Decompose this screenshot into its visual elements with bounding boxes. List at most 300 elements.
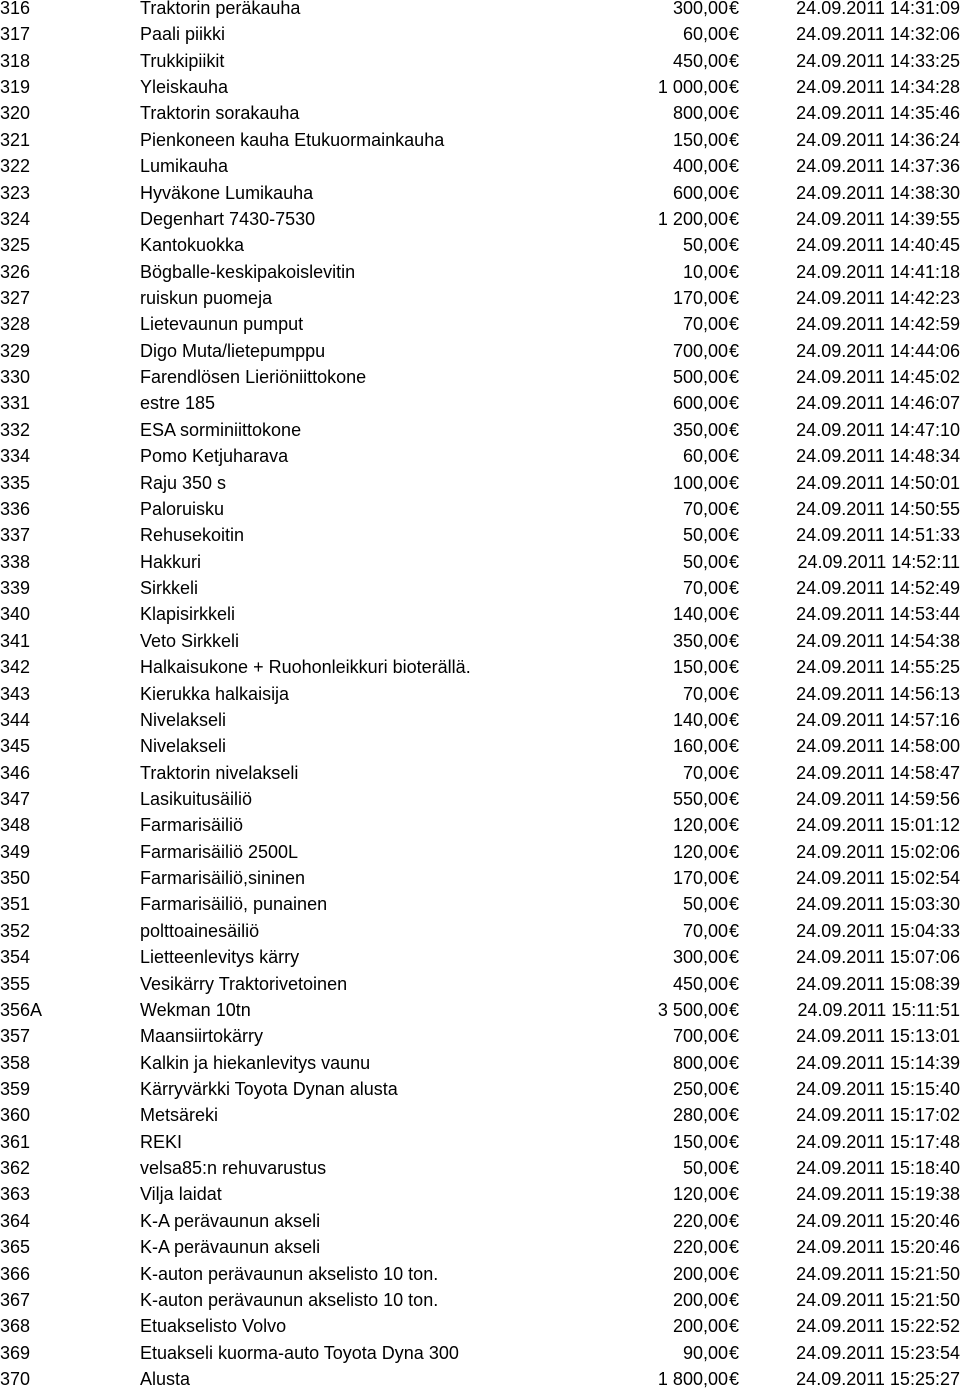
item-price: 150,00 [672, 1132, 728, 1152]
currency-symbol: € [729, 77, 740, 97]
item-name: Hakkuri [140, 552, 202, 572]
currency-symbol: € [729, 604, 740, 624]
item-number: 357 [0, 1026, 31, 1046]
item-price: 1 800,00 [657, 1369, 728, 1389]
item-price: 550,00 [672, 789, 728, 809]
currency-symbol: € [729, 1079, 740, 1099]
item-price: 10,00 [682, 262, 728, 282]
table-row [0, 444, 960, 468]
table-row [0, 761, 960, 785]
item-timestamp: 24.09.2011 15:03:30 [796, 894, 960, 914]
item-number: 332 [0, 420, 31, 440]
item-name: Vilja laidat [140, 1184, 222, 1204]
item-timestamp: 24.09.2011 15:11:51 [797, 1000, 960, 1020]
item-timestamp: 24.09.2011 15:04:33 [796, 921, 960, 941]
item-timestamp: 24.09.2011 14:42:23 [796, 288, 960, 308]
item-timestamp: 24.09.2011 14:36:24 [796, 130, 960, 150]
currency-symbol: € [729, 1053, 740, 1073]
item-name: Sirkkeli [140, 578, 199, 598]
item-price: 70,00 [682, 578, 728, 598]
item-number: 340 [0, 604, 31, 624]
item-number: 328 [0, 314, 31, 334]
table-row [0, 919, 960, 943]
item-price: 400,00 [672, 156, 728, 176]
table-row [0, 75, 960, 99]
item-price: 50,00 [682, 552, 728, 572]
table-row [0, 1024, 960, 1048]
item-timestamp: 24.09.2011 14:40:45 [796, 235, 960, 255]
table-row [0, 0, 960, 20]
item-name: Farmarisäiliö,sininen [140, 868, 306, 888]
item-timestamp: 24.09.2011 14:59:56 [796, 789, 960, 809]
item-number: 360 [0, 1105, 31, 1125]
item-name: Veto Sirkkeli [140, 631, 240, 651]
item-number: 346 [0, 763, 31, 783]
item-name: Alusta [140, 1369, 191, 1389]
currency-symbol: € [729, 420, 740, 440]
item-number: 351 [0, 894, 31, 914]
item-price: 350,00 [672, 420, 728, 440]
item-timestamp: 24.09.2011 14:50:55 [796, 499, 960, 519]
currency-symbol: € [729, 894, 740, 914]
currency-symbol: € [729, 1026, 740, 1046]
item-timestamp: 24.09.2011 15:01:12 [796, 815, 960, 835]
item-name: Etuakselisto Volvo [140, 1316, 287, 1336]
item-price: 100,00 [672, 473, 728, 493]
item-timestamp: 24.09.2011 14:56:13 [796, 684, 960, 704]
item-price: 220,00 [672, 1237, 728, 1257]
item-timestamp: 24.09.2011 14:44:06 [796, 341, 960, 361]
table-row [0, 312, 960, 336]
item-name: Paali piikki [140, 24, 226, 44]
currency-symbol: € [729, 631, 740, 651]
item-price: 300,00 [672, 947, 728, 967]
currency-symbol: € [729, 51, 740, 71]
table-row [0, 1209, 960, 1233]
item-name: Kantokuokka [140, 235, 245, 255]
item-name: Halkaisukone + Ruohonleikkuri bioterällä. [140, 657, 471, 677]
item-name: Lietteenlevitys kärry [140, 947, 300, 967]
item-number: 344 [0, 710, 31, 730]
item-timestamp: 24.09.2011 15:13:01 [796, 1026, 960, 1046]
item-name: Traktorin sorakauha [140, 103, 300, 123]
item-name: Lumikauha [140, 156, 229, 176]
item-price: 450,00 [672, 974, 728, 994]
item-price: 50,00 [682, 1158, 728, 1178]
item-price: 140,00 [672, 710, 728, 730]
currency-symbol: € [729, 789, 740, 809]
item-timestamp: 24.09.2011 14:37:36 [796, 156, 960, 176]
currency-symbol: € [729, 393, 740, 413]
item-price: 600,00 [672, 393, 728, 413]
item-number: 359 [0, 1079, 31, 1099]
table-row [0, 339, 960, 363]
item-price: 450,00 [672, 51, 728, 71]
currency-symbol: € [729, 446, 740, 466]
table-row [0, 365, 960, 389]
table-row [0, 1341, 960, 1365]
item-name: Metsäreki [140, 1105, 219, 1125]
item-number: 348 [0, 815, 31, 835]
item-timestamp: 24.09.2011 14:46:07 [796, 393, 960, 413]
item-name: Farmarisäiliö, punainen [140, 894, 328, 914]
item-timestamp: 24.09.2011 15:07:06 [796, 947, 960, 967]
item-name: ESA sorminiittokone [140, 420, 302, 440]
currency-symbol: € [729, 24, 740, 44]
item-number: 342 [0, 657, 31, 677]
item-name: Pomo Ketjuharava [140, 446, 289, 466]
currency-symbol: € [729, 1237, 740, 1257]
item-number: 365 [0, 1237, 31, 1257]
table-row [0, 629, 960, 653]
item-timestamp: 24.09.2011 15:20:46 [796, 1237, 960, 1257]
currency-symbol: € [729, 341, 740, 361]
item-price: 70,00 [682, 314, 728, 334]
item-number: 345 [0, 736, 31, 756]
table-row [0, 1051, 960, 1075]
item-timestamp: 24.09.2011 15:25:27 [796, 1369, 960, 1389]
currency-symbol: € [729, 183, 740, 203]
item-timestamp: 24.09.2011 14:57:16 [796, 710, 960, 730]
item-timestamp: 24.09.2011 14:48:34 [796, 446, 960, 466]
item-number: 366 [0, 1264, 31, 1284]
table-row [0, 1235, 960, 1259]
item-name: Farendlösen Lieriöniittokone [140, 367, 367, 387]
item-price: 70,00 [682, 763, 728, 783]
table-row [0, 708, 960, 732]
item-price: 220,00 [672, 1211, 728, 1231]
item-number: 362 [0, 1158, 31, 1178]
table-row [0, 892, 960, 916]
item-number: 338 [0, 552, 31, 572]
table-row [0, 497, 960, 521]
table-row [0, 418, 960, 442]
item-price: 170,00 [672, 868, 728, 888]
item-timestamp: 24.09.2011 14:41:18 [796, 262, 960, 282]
item-number: 347 [0, 789, 31, 809]
table-row [0, 655, 960, 679]
item-price: 120,00 [672, 842, 728, 862]
item-timestamp: 24.09.2011 15:15:40 [796, 1079, 960, 1099]
item-price: 60,00 [682, 24, 728, 44]
item-name: REKI [140, 1132, 183, 1152]
item-timestamp: 24.09.2011 15:02:54 [796, 868, 960, 888]
item-name: ruiskun puomeja [140, 288, 273, 308]
item-timestamp: 24.09.2011 15:20:46 [796, 1211, 960, 1231]
item-number: 370 [0, 1369, 31, 1389]
currency-symbol: € [729, 1343, 740, 1363]
table-row [0, 101, 960, 125]
currency-symbol: € [729, 1132, 740, 1152]
currency-symbol: € [729, 473, 740, 493]
item-timestamp: 24.09.2011 15:21:50 [796, 1290, 960, 1310]
item-name: Farmarisäiliö 2500L [140, 842, 299, 862]
item-number: 335 [0, 473, 31, 493]
table-row [0, 1077, 960, 1101]
currency-symbol: € [729, 288, 740, 308]
item-timestamp: 24.09.2011 14:33:25 [796, 51, 960, 71]
item-number: 331 [0, 393, 31, 413]
item-name: Yleiskauha [140, 77, 229, 97]
table-row [0, 523, 960, 547]
currency-symbol: € [729, 684, 740, 704]
item-name: Pienkoneen kauha Etukuormainkauha [140, 130, 445, 150]
item-price: 90,00 [682, 1343, 728, 1363]
item-timestamp: 24.09.2011 15:21:50 [796, 1264, 960, 1284]
table-row [0, 998, 960, 1022]
table-row [0, 550, 960, 574]
item-number: 320 [0, 103, 31, 123]
item-number: 349 [0, 842, 31, 862]
item-timestamp: 24.09.2011 14:50:01 [796, 473, 960, 493]
item-number: 321 [0, 130, 31, 150]
item-number: 325 [0, 235, 31, 255]
item-name: Digo Muta/lietepumppu [140, 341, 326, 361]
item-price: 250,00 [672, 1079, 728, 1099]
item-name: K-auton perävaunun akselisto 10 ton. [140, 1264, 439, 1284]
item-timestamp: 24.09.2011 15:17:48 [796, 1132, 960, 1152]
item-number: 364 [0, 1211, 31, 1231]
item-price: 70,00 [682, 684, 728, 704]
currency-symbol: € [729, 499, 740, 519]
item-timestamp: 24.09.2011 14:31:09 [796, 0, 960, 18]
item-number: 329 [0, 341, 31, 361]
item-number: 318 [0, 51, 31, 71]
item-timestamp: 24.09.2011 14:32:06 [796, 24, 960, 44]
table-row [0, 128, 960, 152]
item-number: 326 [0, 262, 31, 282]
item-name: velsa85:n rehuvarustus [140, 1158, 327, 1178]
currency-symbol: € [729, 1369, 740, 1389]
item-number: 361 [0, 1132, 31, 1152]
table-row [0, 602, 960, 626]
item-number: 343 [0, 684, 31, 704]
currency-symbol: € [729, 578, 740, 598]
item-number: 369 [0, 1343, 31, 1363]
currency-symbol: € [729, 314, 740, 334]
currency-symbol: € [729, 842, 740, 862]
table-row [0, 734, 960, 758]
currency-symbol: € [729, 1105, 740, 1125]
currency-symbol: € [729, 1158, 740, 1178]
item-name: Paloruisku [140, 499, 225, 519]
currency-symbol: € [729, 262, 740, 282]
currency-symbol: € [729, 235, 740, 255]
table-row [0, 233, 960, 257]
item-number: 341 [0, 631, 31, 651]
item-timestamp: 24.09.2011 14:47:10 [796, 420, 960, 440]
item-price: 120,00 [672, 1184, 728, 1204]
currency-symbol: € [729, 657, 740, 677]
item-number: 352 [0, 921, 31, 941]
item-price: 1 000,00 [657, 77, 728, 97]
item-name: Lietevaunun pumput [140, 314, 304, 334]
item-name: polttoainesäiliö [140, 921, 260, 941]
item-price: 70,00 [682, 921, 728, 941]
currency-symbol: € [729, 209, 740, 229]
item-timestamp: 24.09.2011 15:18:40 [796, 1158, 960, 1178]
table-row [0, 391, 960, 415]
item-name: Traktorin nivelakseli [140, 763, 299, 783]
table-row [0, 22, 960, 46]
item-name: Klapisirkkeli [140, 604, 236, 624]
item-price: 50,00 [682, 235, 728, 255]
item-number: 363 [0, 1184, 31, 1204]
currency-symbol: € [729, 815, 740, 835]
item-price: 60,00 [682, 446, 728, 466]
table-row [0, 576, 960, 600]
item-timestamp: 24.09.2011 14:55:25 [796, 657, 960, 677]
item-name: Lasikuitusäiliö [140, 789, 253, 809]
table-row [0, 1182, 960, 1206]
item-number: 322 [0, 156, 31, 176]
item-name: Hyväkone Lumikauha [140, 183, 314, 203]
currency-symbol: € [729, 525, 740, 545]
item-number: 337 [0, 525, 31, 545]
item-name: Farmarisäiliö [140, 815, 244, 835]
item-timestamp: 24.09.2011 14:39:55 [796, 209, 960, 229]
item-price: 200,00 [672, 1290, 728, 1310]
table-row [0, 840, 960, 864]
currency-symbol: € [729, 130, 740, 150]
item-number: 354 [0, 947, 31, 967]
item-number: 319 [0, 77, 31, 97]
currency-symbol: € [729, 763, 740, 783]
table-row [0, 945, 960, 969]
item-price: 150,00 [672, 657, 728, 677]
item-name: Degenhart 7430-7530 [140, 209, 316, 229]
item-price: 3 500,00 [657, 1000, 728, 1020]
item-number: 336 [0, 499, 31, 519]
item-number: 356A [0, 1000, 43, 1020]
item-timestamp: 24.09.2011 14:52:11 [797, 552, 960, 572]
table-row [0, 1130, 960, 1154]
item-timestamp: 24.09.2011 14:35:46 [796, 103, 960, 123]
table-row [0, 181, 960, 205]
item-price: 280,00 [672, 1105, 728, 1125]
item-number: 316 [0, 0, 31, 18]
item-price: 50,00 [682, 894, 728, 914]
item-timestamp: 24.09.2011 15:22:52 [796, 1316, 960, 1336]
item-price: 170,00 [672, 288, 728, 308]
item-price: 600,00 [672, 183, 728, 203]
item-name: Kierukka halkaisija [140, 684, 290, 704]
item-number: 350 [0, 868, 31, 888]
item-name: Maansiirtokärry [140, 1026, 264, 1046]
table-row [0, 1156, 960, 1180]
item-price: 160,00 [672, 736, 728, 756]
item-name: Rehusekoitin [140, 525, 245, 545]
item-name: Vesikärry Traktorivetoinen [140, 974, 348, 994]
item-timestamp: 24.09.2011 14:34:28 [796, 77, 960, 97]
table-row [0, 682, 960, 706]
item-timestamp: 24.09.2011 15:14:39 [796, 1053, 960, 1073]
table-row [0, 1103, 960, 1127]
table-row [0, 207, 960, 231]
item-timestamp: 24.09.2011 15:17:02 [796, 1105, 960, 1125]
currency-symbol: € [729, 947, 740, 967]
item-name: Kalkin ja hiekanlevitys vaunu [140, 1053, 371, 1073]
item-price: 800,00 [672, 103, 728, 123]
item-name: Kärryvärkki Toyota Dynan alusta [140, 1079, 398, 1099]
item-timestamp: 24.09.2011 14:45:02 [796, 367, 960, 387]
item-price: 70,00 [682, 499, 728, 519]
item-price: 140,00 [672, 604, 728, 624]
currency-symbol: € [729, 552, 740, 572]
item-timestamp: 24.09.2011 15:19:38 [796, 1184, 960, 1204]
item-timestamp: 24.09.2011 14:38:30 [796, 183, 960, 203]
item-name: Nivelakseli [140, 736, 227, 756]
currency-symbol: € [729, 1211, 740, 1231]
item-number: 317 [0, 24, 31, 44]
currency-symbol: € [729, 1000, 740, 1020]
item-price: 200,00 [672, 1264, 728, 1284]
currency-symbol: € [729, 156, 740, 176]
currency-symbol: € [729, 367, 740, 387]
item-name: Traktorin peräkauha [140, 0, 301, 18]
table-row [0, 260, 960, 284]
currency-symbol: € [729, 1316, 740, 1336]
item-name: K-A perävaunun akseli [140, 1237, 321, 1257]
table-row [0, 866, 960, 890]
item-name: Wekman 10tn [140, 1000, 251, 1020]
item-name: Bögballe-keskipakoislevitin [140, 262, 356, 282]
currency-symbol: € [729, 974, 740, 994]
item-timestamp: 24.09.2011 15:08:39 [796, 974, 960, 994]
table-row [0, 1314, 960, 1338]
currency-symbol: € [729, 1264, 740, 1284]
item-timestamp: 24.09.2011 14:53:44 [796, 604, 960, 624]
item-timestamp: 24.09.2011 15:23:54 [796, 1343, 960, 1363]
item-number: 330 [0, 367, 31, 387]
currency-symbol: € [729, 1290, 740, 1310]
item-timestamp: 24.09.2011 15:02:06 [796, 842, 960, 862]
table-row [0, 154, 960, 178]
item-number: 355 [0, 974, 31, 994]
currency-symbol: € [729, 921, 740, 941]
item-number: 327 [0, 288, 31, 308]
item-price: 1 200,00 [657, 209, 728, 229]
item-price: 50,00 [682, 525, 728, 545]
item-timestamp: 24.09.2011 14:54:38 [796, 631, 960, 651]
currency-symbol: € [729, 103, 740, 123]
item-price: 300,00 [672, 0, 728, 18]
table-row [0, 1262, 960, 1286]
item-name: K-A perävaunun akseli [140, 1211, 321, 1231]
currency-symbol: € [729, 710, 740, 730]
item-timestamp: 24.09.2011 14:42:59 [796, 314, 960, 334]
item-name: Etuakseli kuorma-auto Toyota Dyna 300 [140, 1343, 459, 1363]
item-number: 334 [0, 446, 31, 466]
item-price: 120,00 [672, 815, 728, 835]
item-timestamp: 24.09.2011 14:58:47 [796, 763, 960, 783]
table-row [0, 1367, 960, 1391]
item-name: Raju 350 s [140, 473, 227, 493]
item-number: 339 [0, 578, 31, 598]
item-number: 367 [0, 1290, 31, 1310]
item-price: 150,00 [672, 130, 728, 150]
currency-symbol: € [729, 736, 740, 756]
item-price: 700,00 [672, 341, 728, 361]
item-price: 500,00 [672, 367, 728, 387]
item-number: 323 [0, 183, 31, 203]
item-number: 324 [0, 209, 31, 229]
table-row [0, 1288, 960, 1312]
item-name: estre 185 [140, 393, 216, 413]
item-number: 358 [0, 1053, 31, 1073]
item-name: Nivelakseli [140, 710, 227, 730]
item-timestamp: 24.09.2011 14:51:33 [796, 525, 960, 545]
